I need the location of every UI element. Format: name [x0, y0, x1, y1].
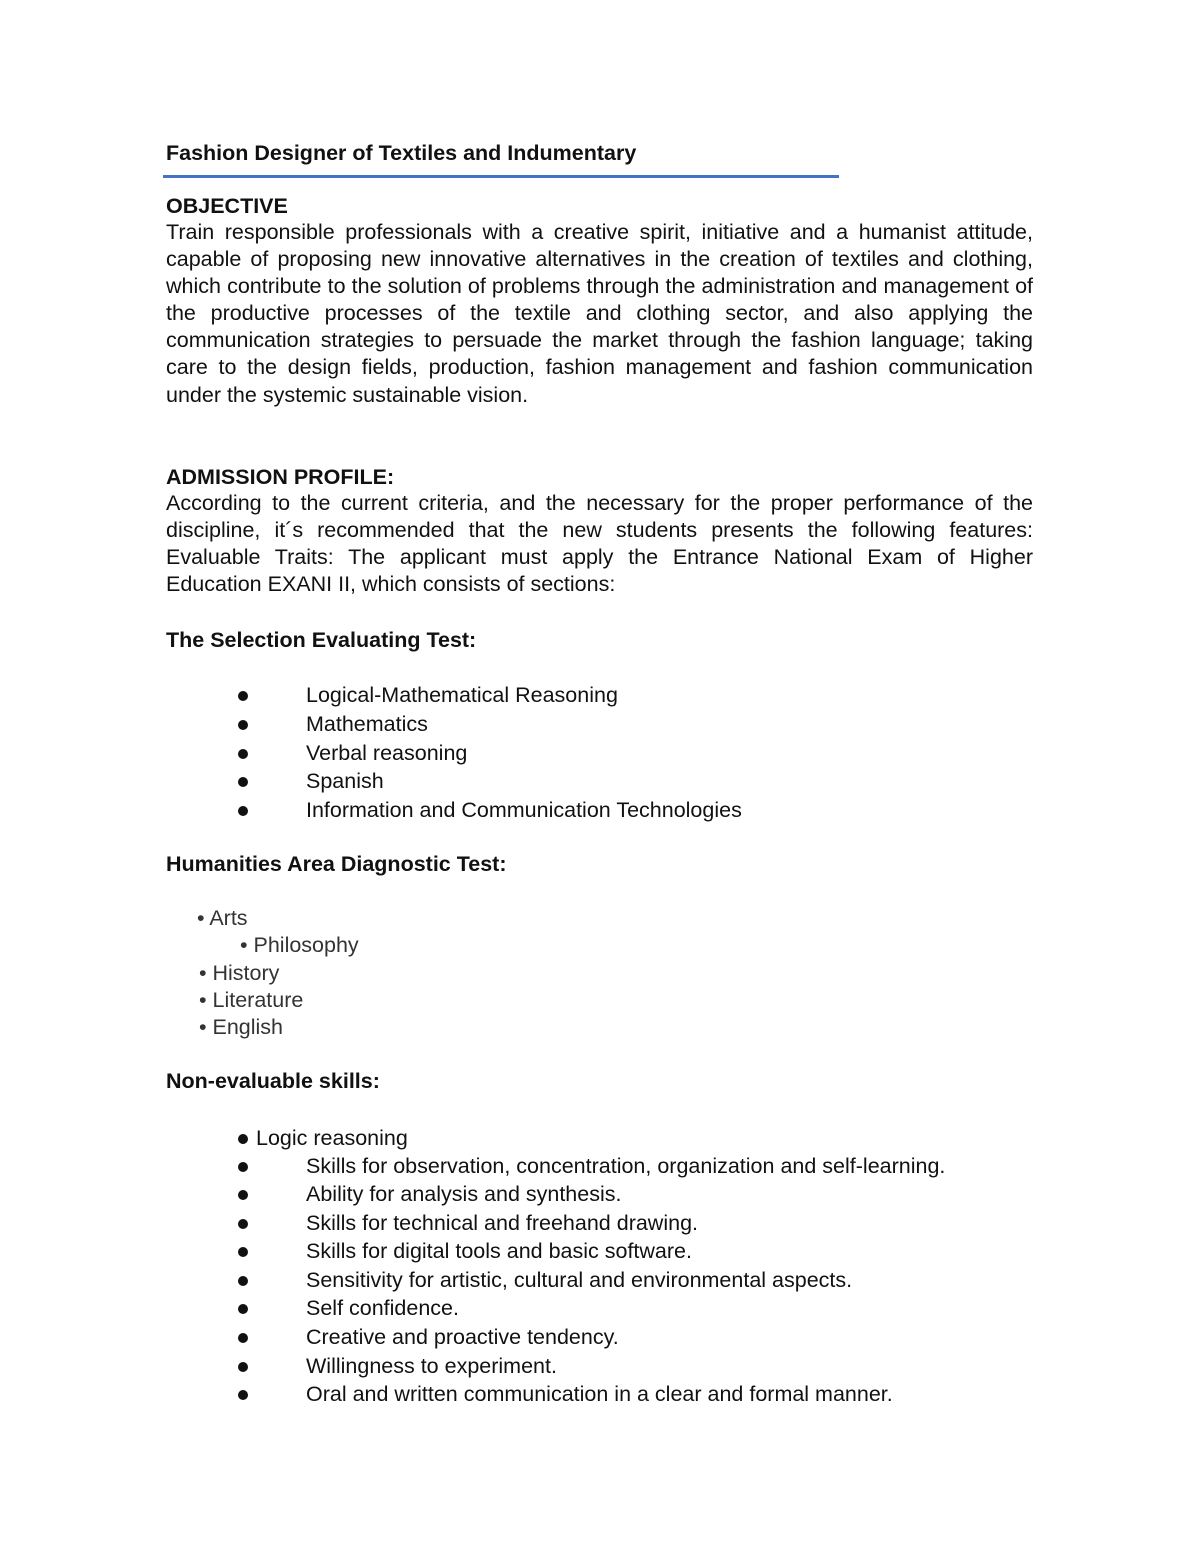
- list-item: Mathematics: [306, 712, 428, 736]
- admission-heading: ADMISSION PROFILE:: [166, 465, 395, 489]
- bullet-icon: [238, 1304, 248, 1314]
- bullet-icon: [238, 1162, 248, 1172]
- list-item: Information and Communication Technologies: [306, 798, 742, 822]
- admission-text: According to the current criteria, and the necessary for the proper performance of the discipline, it´s recommended that the new students presents the following features: Evaluable Traits: The applicant must apply the Entrance National Exam of Higher Education EXANI II, which consists of sections:: [166, 491, 1033, 597]
- list-item: • Arts: [197, 906, 248, 930]
- list-item: Skills for observation, concentration, organization and self-learning.: [306, 1154, 946, 1178]
- objective-heading: OBJECTIVE: [166, 194, 288, 218]
- bullet-icon: [238, 749, 248, 759]
- list-item: Logic reasoning: [256, 1126, 408, 1150]
- list-item: Sensitivity for artistic, cultural and environmental aspects.: [306, 1268, 853, 1292]
- bullet-icon: [238, 720, 248, 730]
- bullet-icon: [238, 1134, 248, 1144]
- title-underline: [163, 175, 839, 178]
- bullet-icon: [238, 1362, 248, 1372]
- bullet-icon: [238, 1276, 248, 1286]
- list-item: • Literature: [199, 988, 304, 1012]
- list-item: Skills for technical and freehand drawing.: [306, 1211, 698, 1235]
- list-item: Self confidence.: [306, 1296, 459, 1320]
- list-item: Spanish: [306, 769, 384, 793]
- selection-heading: The Selection Evaluating Test:: [166, 628, 477, 652]
- bullet-icon: [238, 806, 248, 816]
- list-item: Willingness to experiment.: [306, 1354, 557, 1378]
- bullet-icon: [238, 691, 248, 701]
- list-item: • Philosophy: [240, 933, 359, 957]
- list-item: Oral and written communication in a clear and formal manner.: [306, 1382, 893, 1406]
- bullet-icon: [238, 1333, 248, 1343]
- bullet-icon: [238, 1390, 248, 1400]
- list-item: • English: [199, 1015, 284, 1039]
- list-item: Logical-Mathematical Reasoning: [306, 683, 618, 707]
- bullet-icon: [238, 777, 248, 787]
- bullet-icon: [238, 1219, 248, 1229]
- humanities-heading: Humanities Area Diagnostic Test:: [166, 852, 507, 876]
- list-item: Verbal reasoning: [306, 741, 468, 765]
- objective-text: Train responsible professionals with a creative spirit, initiative and a humanist attitude, capable of proposing new innovative alternatives in the creation of textiles and clothing, which contribute to the solution of problems through the administration and management of the productive processes of the textile and clothing sector, and also applying the communication strategies to persuade the market through the fashion language; taking care to the design fields, production, fashion management and fashion communication under the systemic sustainable vision.: [166, 220, 1033, 407]
- list-item: Skills for digital tools and basic software.: [306, 1239, 692, 1263]
- bullet-icon: [238, 1190, 248, 1200]
- non-evaluable-heading: Non-evaluable skills:: [166, 1069, 380, 1093]
- bullet-icon: [238, 1247, 248, 1257]
- list-item: Ability for analysis and synthesis.: [306, 1182, 622, 1206]
- document-title: Fashion Designer of Textiles and Indumentary: [166, 141, 637, 165]
- list-item: • History: [199, 961, 280, 985]
- list-item: Creative and proactive tendency.: [306, 1325, 619, 1349]
